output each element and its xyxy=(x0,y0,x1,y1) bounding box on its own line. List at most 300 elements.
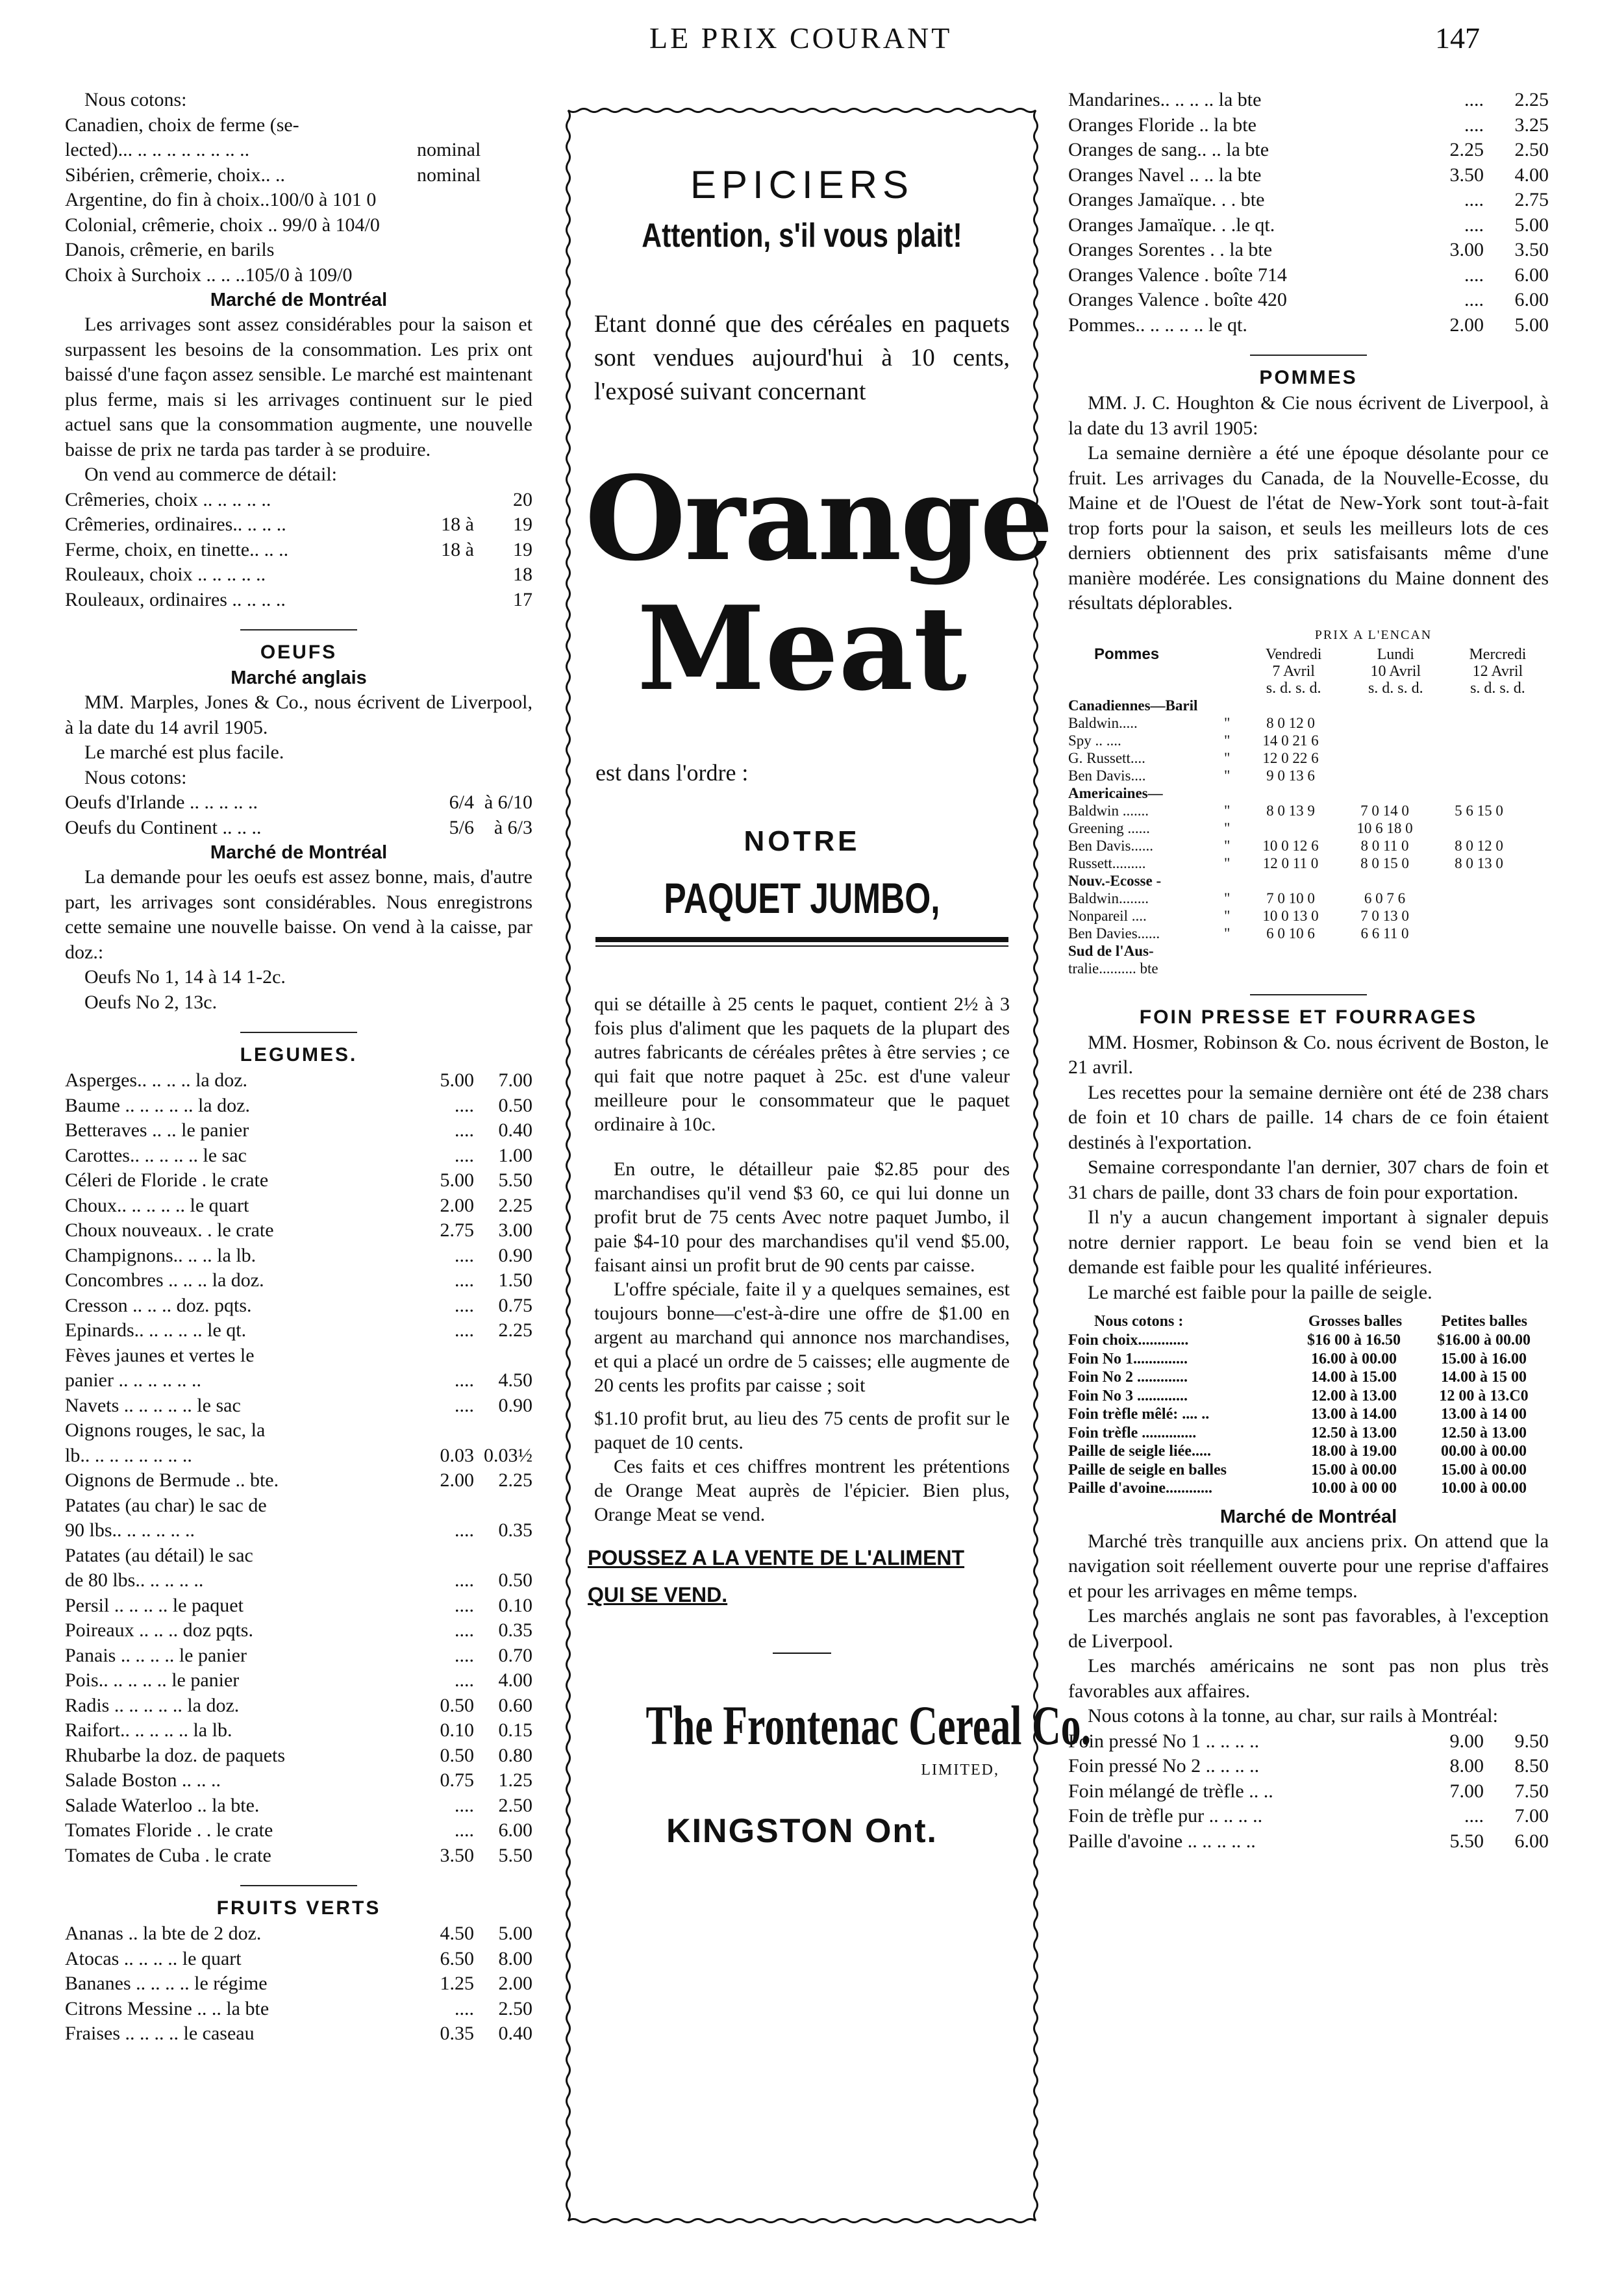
price-low: .... xyxy=(1464,1805,1484,1827)
price-low xyxy=(417,1543,474,1569)
hay-cell: 12.50 à 13.00 xyxy=(1311,1424,1397,1441)
vegetable-row xyxy=(65,1368,532,1393)
encan-cell: " xyxy=(1224,925,1231,942)
item-label: Rouleaux, choix .. .. .. .. .. xyxy=(65,564,266,585)
price-low xyxy=(417,238,474,263)
encan-section-heading: Canadiennes—Baril xyxy=(1068,697,1198,714)
price-high: 1.00 xyxy=(498,1144,532,1166)
price-low xyxy=(417,113,474,138)
item-label: lected)... .. .. .. .. .. .. .. .. xyxy=(65,139,250,160)
section-divider xyxy=(240,1032,357,1033)
hay-cell: 15.00 à 00.00 xyxy=(1441,1461,1527,1479)
hay-col-1: Grosses balles xyxy=(1308,1313,1403,1330)
ad-paquet-jumbo: PAQUET JUMBO, xyxy=(664,874,940,922)
foin-text-2: Les recettes pour la semaine dernière ont été de 238 chars de foin et 10 chars de paille. 14 chars de ce foin étaient destinés à l'exportation. xyxy=(1068,1081,1549,1153)
hay-cell: Paille de seigle liée..... xyxy=(1068,1443,1211,1460)
price-high: 0.50 xyxy=(498,1569,532,1591)
encan-cell: 8 0 15 0 xyxy=(1360,855,1409,871)
beurre-montreal-heading: Marché de Montréal xyxy=(210,290,388,310)
legumes-heading: LEGUMES. xyxy=(240,1044,358,1066)
oeufs-montreal-heading: Marché de Montréal xyxy=(210,842,388,863)
hay-table xyxy=(1068,1331,1549,1498)
price-high: 0.35 xyxy=(498,1619,532,1641)
price-high: 2.50 xyxy=(498,1794,532,1816)
encan-day-1: Vendredi 7 Avril s. d. s. d. xyxy=(1265,645,1322,697)
price-high: 0.80 xyxy=(498,1744,532,1766)
vegetable-row xyxy=(65,1618,532,1643)
hay-montreal-row xyxy=(1068,1754,1549,1779)
ad-heading: EPICIERS xyxy=(690,163,914,206)
item-label: Colonial, crêmerie, choix .. 99/0 à 104/0 xyxy=(65,214,380,236)
price-high xyxy=(474,1543,532,1569)
item-label: Raifort.. .. .. .. .. la lb. xyxy=(65,1719,232,1741)
encan-cell: Baldwin..... xyxy=(1068,714,1138,731)
price-high xyxy=(474,1343,532,1369)
encan-cell xyxy=(1338,732,1432,749)
item-label: Navets .. .. .. .. .. le sac xyxy=(65,1394,241,1416)
encan-cell: 5 6 15 0 xyxy=(1455,802,1503,819)
hay-cell: Paille d'avoine............ xyxy=(1068,1480,1212,1497)
section-divider xyxy=(1250,994,1367,995)
price-high: 0.50 xyxy=(498,1094,532,1116)
vegetable-row xyxy=(65,1568,532,1593)
encan-cell: " xyxy=(1224,855,1231,871)
butter-quote-row xyxy=(65,238,532,263)
hay-cell: 12.50 à 13.00 xyxy=(1441,1424,1527,1441)
price-low: .... xyxy=(455,1144,474,1166)
price-low: 5.00 xyxy=(440,1069,474,1091)
encan-header xyxy=(1068,646,1549,697)
citrus-row xyxy=(1068,113,1549,138)
vegetable-row xyxy=(65,1518,532,1543)
encan-cell xyxy=(1244,819,1338,837)
item-label: Foin de trèfle pur .. .. .. .. xyxy=(1068,1805,1263,1827)
vegetable-row xyxy=(65,1493,532,1519)
vegetable-row xyxy=(65,1793,532,1819)
hay-row xyxy=(1068,1387,1549,1406)
price-low: 5/6 xyxy=(449,816,474,838)
foin-montreal-heading: Marché de Montréal xyxy=(1219,1506,1397,1527)
encan-cell: 8 0 11 0 xyxy=(1360,837,1409,854)
price-high: 0.60 xyxy=(498,1694,532,1716)
hay-cell: 13.00 à 14.00 xyxy=(1311,1406,1397,1423)
item-label: Bananes .. .. .. .. le régime xyxy=(65,1973,268,1994)
company-name: The Frontenac Cereal Co. xyxy=(645,1694,1092,1756)
price-high: 0.15 xyxy=(498,1719,532,1741)
price-low: .... xyxy=(455,1669,474,1691)
price-low: .... xyxy=(1464,114,1484,136)
price-low: .... xyxy=(455,1094,474,1116)
encan-col-pommes: Pommes xyxy=(1094,645,1160,663)
price-low: .... xyxy=(455,1997,474,2019)
hay-cell: Paille de seigle en balles xyxy=(1068,1461,1227,1479)
egg-quotes xyxy=(65,790,532,840)
left-column xyxy=(65,88,532,2047)
beurre-detail-intro: On vend au commerce de détail: xyxy=(84,464,338,485)
price-low: .... xyxy=(455,1619,474,1641)
price-high: 0.75 xyxy=(498,1294,532,1316)
item-label: Foin pressé No 2 .. .. .. .. xyxy=(1068,1755,1260,1777)
encan-cell: 10 6 18 0 xyxy=(1357,819,1413,836)
encan-cell: " xyxy=(1224,802,1231,819)
encan-cell xyxy=(1432,819,1526,837)
price-high: 3.50 xyxy=(1514,239,1549,260)
vegetable-row xyxy=(65,1543,532,1569)
price-high: 7.00 xyxy=(1514,1805,1549,1827)
hay-row xyxy=(1068,1331,1549,1350)
item-label: Mandarines.. .. .. .. la bte xyxy=(1068,89,1262,110)
hay-cell: Foin No 3 ............. xyxy=(1068,1387,1188,1404)
encan-cell: 9 0 13 6 xyxy=(1266,767,1315,784)
vegetable-row xyxy=(65,1318,532,1343)
encan-cell xyxy=(1224,960,1244,977)
ad-thick-rule xyxy=(595,937,1008,947)
encan-section-heading: Americaines— xyxy=(1068,784,1163,801)
citrus-prices xyxy=(1068,88,1549,338)
price-low: 2.00 xyxy=(440,1469,474,1491)
butter-retail-row xyxy=(65,588,532,613)
encan-cell xyxy=(1338,749,1432,767)
price-high: 6.00 xyxy=(1514,264,1549,286)
encan-cell: 14 0 21 6 xyxy=(1262,732,1319,749)
item-label: Oranges Valence . boîte 420 xyxy=(1068,289,1287,310)
encan-row xyxy=(1068,890,1549,907)
hay-cell: Foin No 1.............. xyxy=(1068,1350,1188,1367)
encan-cell: Ben Davies...... xyxy=(1068,925,1160,942)
price-low: 7.00 xyxy=(1449,1780,1484,1802)
encan-section-heading: Sud de l'Aus- xyxy=(1068,942,1154,959)
item-label: Ananas .. la bte de 2 doz. xyxy=(65,1923,262,1944)
butter-retail-prices xyxy=(65,488,532,613)
butter-retail-row xyxy=(65,488,532,513)
price-low: .... xyxy=(455,1794,474,1816)
item-label: Citrons Messine .. .. la bte xyxy=(65,1997,269,2019)
pommes-text-2: La semaine dernière a été une époque désolante pour ce fruit. Les arrivages du Canada, de la Nouvelle-Ecosse, du Maine et de l'Ouest de l'état de New-York sont tout-à-fait trop forts pour la saison, et seuls les meilleurs lots de ces derniers obtiennent des prix satisfaisants même d'une manière modérée. Les consignations du Maine donnent des résultats déplorables. xyxy=(1068,442,1549,614)
encan-row xyxy=(1068,837,1549,855)
price-high: 1.50 xyxy=(498,1269,532,1291)
price-high: 2.75 xyxy=(1514,189,1549,210)
price-high: 0.03½ xyxy=(484,1444,532,1466)
encan-cell xyxy=(1244,960,1338,977)
vegetable-row xyxy=(65,1243,532,1269)
hay-cell: 00.00 à 00.00 xyxy=(1441,1443,1527,1460)
item-label: Ferme, choix, en tinette.. .. .. xyxy=(65,538,289,560)
price-high xyxy=(474,213,532,238)
foin-text-1: MM. Hosmer, Robinson & Co. nous écrivent de Boston, le 21 avril. xyxy=(1068,1031,1549,1078)
item-label: Paille d'avoine .. .. .. .. .. xyxy=(1068,1830,1256,1852)
price-low: 6/4 xyxy=(449,792,474,813)
encan-cell xyxy=(1432,714,1526,732)
price-low: 6.50 xyxy=(440,1947,474,1969)
hay-cell: $16.00 à 00.00 xyxy=(1437,1332,1531,1349)
vegetable-row xyxy=(65,1293,532,1319)
item-label: Tomates de Cuba . le crate xyxy=(65,1844,271,1866)
encan-day-2: Lundi 10 Avril s. d. s. d. xyxy=(1368,645,1423,697)
price-high xyxy=(474,1418,532,1443)
vegetable-row xyxy=(65,1143,532,1169)
hay-cell: 12.00 à 13.00 xyxy=(1311,1387,1397,1404)
ad-paragraph-5: Ces faits et ces chiffres montrent les prétentions de Orange Meat auprès de l'épicier. Bien plus, Orange Meat se vend. xyxy=(594,1456,1010,1525)
price-high: 2.25 xyxy=(498,1319,532,1341)
price-high: 6.00 xyxy=(498,1819,532,1841)
price-low: .... xyxy=(455,1819,474,1841)
hay-cell: 15.00 à 16.00 xyxy=(1441,1350,1527,1367)
item-label: Patates (au char) le sac de xyxy=(65,1494,267,1516)
price-high: 0.40 xyxy=(498,2023,532,2044)
encan-cell: " xyxy=(1224,890,1231,906)
item-label: Poireaux .. .. .. doz pqts. xyxy=(65,1619,253,1641)
fruit-row xyxy=(65,1971,532,1997)
hay-montreal-row xyxy=(1068,1779,1549,1804)
price-low: .... xyxy=(1464,289,1484,310)
price-low: .... xyxy=(1464,214,1484,236)
price-low: .... xyxy=(455,1244,474,1266)
citrus-row xyxy=(1068,188,1549,213)
price-low: .... xyxy=(1464,89,1484,110)
butter-quote-row xyxy=(65,213,532,238)
fruit-row xyxy=(65,1921,532,1947)
citrus-row xyxy=(1068,138,1549,163)
item-label: Asperges.. .. .. .. la doz. xyxy=(65,1069,248,1091)
price-low: 0.10 xyxy=(440,1719,474,1741)
item-label: Panais .. .. .. .. le panier xyxy=(65,1644,247,1666)
encan-cell: 10 0 12 6 xyxy=(1262,837,1319,854)
item-label: 90 lbs.. .. .. .. .. .. xyxy=(65,1519,195,1541)
item-label: Patates (au détail) le sac xyxy=(65,1544,253,1566)
item-label: Epinards.. .. .. .. .. le qt. xyxy=(65,1319,247,1341)
oeufs-price-2: Oeufs No 2, 13c. xyxy=(84,991,218,1013)
hay-montreal-row xyxy=(1068,1729,1549,1754)
price-high: 7.50 xyxy=(1514,1780,1549,1802)
price-high: à 6/3 xyxy=(494,816,532,838)
encan-cell: 8 0 13 0 xyxy=(1455,855,1503,871)
encan-cell: " xyxy=(1224,907,1231,924)
encan-cell: Ben Davis.... xyxy=(1068,767,1146,784)
encan-cell: Ben Davis...... xyxy=(1068,837,1153,854)
hay-header xyxy=(1068,1312,1549,1331)
item-label: Salade Boston .. .. .. xyxy=(65,1769,221,1791)
butter-quote-row xyxy=(65,163,532,188)
cotons-heading: Nous cotons: xyxy=(84,89,187,110)
price-high: 5.00 xyxy=(1514,314,1549,336)
price-low: 2.00 xyxy=(440,1194,474,1216)
price-high: 2.25 xyxy=(498,1194,532,1216)
hay-row xyxy=(1068,1479,1549,1498)
price-low: .... xyxy=(1464,264,1484,286)
encan-row xyxy=(1068,960,1549,977)
encan-cell: 8 0 13 9 xyxy=(1266,802,1315,819)
vegetable-row xyxy=(65,1093,532,1119)
price-low: 0.50 xyxy=(440,1694,474,1716)
price-low: 2.00 xyxy=(1449,314,1484,336)
ad-ordre: est dans l'ordre : xyxy=(595,760,749,786)
item-label: Danois, crêmerie, en barils xyxy=(65,239,275,260)
price-low: 2.75 xyxy=(440,1219,474,1241)
hay-cell: 12 00 à 13.C0 xyxy=(1439,1387,1529,1404)
oeufs-line: Le marché est plus facile. xyxy=(84,742,284,763)
price-low: .... xyxy=(455,1369,474,1391)
price-high xyxy=(474,163,532,188)
foin-montreal-text-4: Nous cotons à la tonne, au char, sur rails à Montréal: xyxy=(1088,1705,1498,1727)
item-label: Oranges Valence . boîte 714 xyxy=(1068,264,1287,286)
price-low: 5.50 xyxy=(1449,1830,1484,1852)
citrus-row xyxy=(1068,288,1549,313)
encan-cell: " xyxy=(1224,819,1231,836)
item-label: Canadien, choix de ferme (se- xyxy=(65,114,299,136)
price-low: .... xyxy=(455,1394,474,1416)
price-high xyxy=(474,238,532,263)
encan-row xyxy=(1068,925,1549,942)
price-low xyxy=(417,213,474,238)
item-label: lb.. .. .. .. .. .. .. .. xyxy=(65,1444,192,1466)
price-low xyxy=(417,1343,474,1369)
price-high: 5.00 xyxy=(1514,214,1549,236)
item-label: Oignons rouges, le sac, la xyxy=(65,1419,266,1441)
oeufs-montreal-text: La demande pour les oeufs est assez bonne, mais, d'autre part, les arrivages sont considérables. Nous enregistrons cette semaine une nouvelle baisse. On vend à la caisse, par doz.: xyxy=(65,866,532,963)
price-high: 4.00 xyxy=(1514,164,1549,186)
price-low xyxy=(417,562,474,588)
section-divider xyxy=(240,629,357,630)
encan-cell: 8 0 12 0 xyxy=(1266,714,1315,731)
encan-cell: " xyxy=(1224,749,1231,766)
item-label: Oeufs d'Irlande .. .. .. .. .. xyxy=(65,792,258,813)
price-low: 0.50 xyxy=(440,1744,474,1766)
vegetable-row xyxy=(65,1118,532,1143)
price-high: 0.35 xyxy=(498,1519,532,1541)
oeufs-price-1: Oeufs No 1, 14 à 14 1-2c. xyxy=(84,966,286,988)
price-high: 19 xyxy=(513,514,532,535)
price-low: 8.00 xyxy=(1449,1755,1484,1777)
vegetable-row xyxy=(65,1668,532,1693)
encan-cell: 7 0 10 0 xyxy=(1266,890,1315,906)
fruit-prices xyxy=(65,1921,532,2047)
price-high: 2.50 xyxy=(1514,139,1549,160)
butter-retail-row xyxy=(65,538,532,563)
encan-cell: Russett......... xyxy=(1068,855,1146,871)
price-low xyxy=(417,1418,474,1443)
price-low: 5.00 xyxy=(440,1169,474,1191)
price-high: 6.00 xyxy=(1514,1830,1549,1852)
citrus-row xyxy=(1068,313,1549,338)
encan-cell: 6 0 10 6 xyxy=(1266,925,1315,942)
ad-intro: Etant donné que des céréales en paquets sont vendues aujourd'hui à 10 cents, l'exposé suivant concernant xyxy=(594,310,1010,405)
encan-cell: 12 0 11 0 xyxy=(1262,855,1319,871)
brand-meat: Meat xyxy=(637,580,967,716)
encan-cell: Baldwin........ xyxy=(1068,890,1149,906)
item-label: Oranges de sang.. .. la bte xyxy=(1068,139,1269,160)
hay-cell: 14.00 à 15 00 xyxy=(1441,1369,1527,1386)
item-label: Crêmeries, choix .. .. .. .. .. xyxy=(65,488,271,510)
price-high: 5.00 xyxy=(498,1923,532,1944)
ad-paragraph-1: qui se détaille à 25 cents le paquet, contient 2½ à 3 fois plus d'aliment que les paquets de la plupart des autres fabricants de céréales prêtes à être servies ; ce qui fait que notre paquet à 25c. est d'une valeur meilleure pour le consommateur que le paquet ordinaire à 10c. xyxy=(594,993,1010,1135)
vegetable-row xyxy=(65,1468,532,1493)
item-label: Baume .. .. .. .. .. la doz. xyxy=(65,1094,250,1116)
item-label: Foin mélangé de trèfle .. .. xyxy=(1068,1780,1273,1802)
item-label: Oranges Jamaïque. . .le qt. xyxy=(1068,214,1275,236)
price-high: 0.90 xyxy=(498,1394,532,1416)
price-low: .... xyxy=(455,1119,474,1141)
price-high: 8.50 xyxy=(1514,1755,1549,1777)
item-label: Oeufs du Continent .. .. .. xyxy=(65,816,262,838)
citrus-row xyxy=(1068,263,1549,288)
item-label: Cresson .. .. .. doz. pqts. xyxy=(65,1294,252,1316)
item-label: Carottes.. .. .. .. .. le sac xyxy=(65,1144,247,1166)
citrus-row xyxy=(1068,213,1549,238)
encan-cell: 12 0 22 6 xyxy=(1262,749,1319,766)
item-label: Choux nouveaux. . le crate xyxy=(65,1219,274,1241)
encan-cell xyxy=(1338,714,1432,732)
oeufs-text: MM. Marples, Jones & Co., nous écrivent de Liverpool, à la date du 14 avril 1905. xyxy=(65,692,532,738)
item-label: Concombres .. .. .. la doz. xyxy=(65,1269,264,1291)
vegetable-row xyxy=(65,1393,532,1419)
price-high: 20 xyxy=(513,488,532,510)
vegetable-row xyxy=(65,1718,532,1743)
hay-cell: 16.00 à 00.00 xyxy=(1311,1350,1397,1367)
encan-cell: G. Russett.... xyxy=(1068,749,1145,766)
oeufs-cotons: Nous cotons: xyxy=(84,766,187,788)
item-label: Fraises .. .. .. .. le caseau xyxy=(65,2023,255,2044)
vegetable-row xyxy=(65,1693,532,1719)
vegetable-row xyxy=(65,1743,532,1769)
price-low: 3.50 xyxy=(440,1844,474,1866)
butter-quote-row xyxy=(65,263,532,288)
hay-cell: 10.00 à 00 00 xyxy=(1311,1480,1397,1497)
price-low: 18 à xyxy=(441,538,474,560)
price-low: .... xyxy=(455,1569,474,1591)
encan-cell: 6 6 11 0 xyxy=(1360,925,1409,942)
encan-cell xyxy=(1432,907,1526,925)
encan-row xyxy=(1068,714,1549,732)
item-label: Pommes.. .. .. .. .. le qt. xyxy=(1068,314,1247,336)
encan-cell xyxy=(1432,732,1526,749)
hay-cell: 18.00 à 19.00 xyxy=(1311,1443,1397,1460)
ad-paragraph-4: $1.10 profit brut, au lieu des 75 cents de profit sur le paquet de 10 cents. xyxy=(594,1408,1010,1453)
price-high: 0.70 xyxy=(498,1644,532,1666)
encan-row xyxy=(1068,819,1549,837)
vegetable-row xyxy=(65,1218,532,1243)
foin-heading: FOIN PRESSE ET FOURRAGES xyxy=(1139,1006,1478,1028)
encan-title: PRIX A L'ENCAN xyxy=(1314,627,1432,642)
price-high: à 6/10 xyxy=(484,792,532,813)
section-divider xyxy=(240,1885,357,1886)
price-low xyxy=(417,588,474,613)
fruit-row xyxy=(65,1947,532,1972)
price-low xyxy=(417,188,474,213)
foin-montreal-text-3: Les marchés américains ne sont pas non plus très favorables aux affaires. xyxy=(1068,1655,1549,1702)
foin-text-5: Le marché est faible pour la paille de seigle. xyxy=(1088,1281,1432,1303)
ad-push-line-2: QUI SE VEND. xyxy=(588,1583,728,1606)
price-low: 2.25 xyxy=(1449,139,1484,160)
price-high: 5.50 xyxy=(498,1844,532,1866)
encan-row xyxy=(1068,907,1549,925)
pommes-text-1: MM. J. C. Houghton & Cie nous écrivent de Liverpool, à la date du 13 avril 1905: xyxy=(1068,392,1549,439)
price-high: 3.25 xyxy=(1514,114,1549,136)
hay-cell: Foin choix............. xyxy=(1068,1332,1189,1349)
hay-cell: $16 00 à 16.50 xyxy=(1307,1332,1401,1349)
orange-meat-advertisement xyxy=(562,104,1092,2227)
butter-quotes xyxy=(65,113,532,288)
encan-cell: Spy .. .... xyxy=(1068,732,1121,749)
price-high: 4.00 xyxy=(498,1669,532,1691)
right-column xyxy=(1068,88,1549,1854)
price-low: .... xyxy=(455,1519,474,1541)
hay-col-0: Nous cotons : xyxy=(1094,1313,1184,1330)
vegetable-row xyxy=(65,1843,532,1869)
butter-retail-row xyxy=(65,512,532,538)
price-high: 0.40 xyxy=(498,1119,532,1141)
hay-montreal-row xyxy=(1068,1829,1549,1854)
price-high: 19 xyxy=(513,538,532,560)
